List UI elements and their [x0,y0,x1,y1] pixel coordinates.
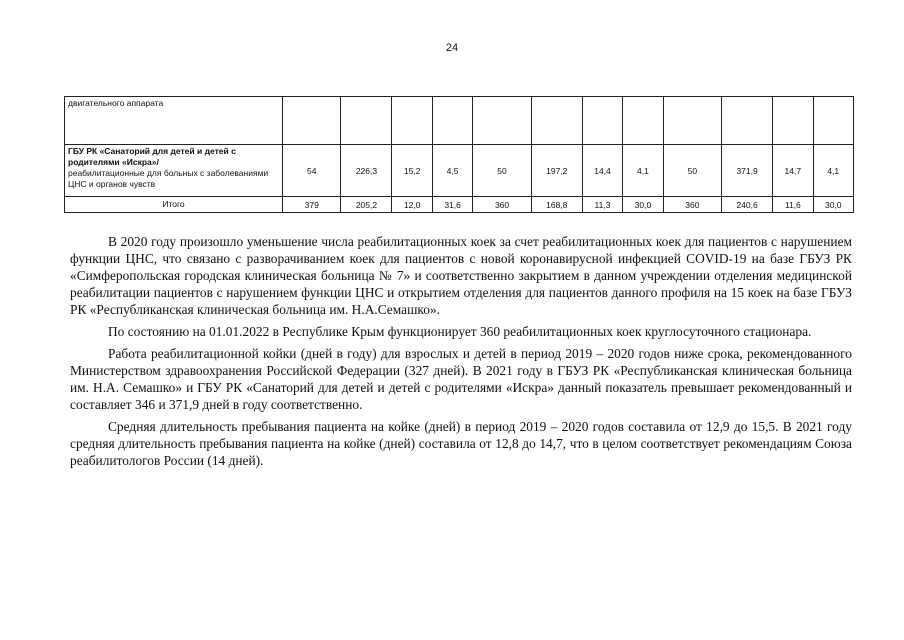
row-label [65,145,283,197]
table-cell: 4,1 [813,145,853,197]
row-label: двигательного аппарата [65,97,283,145]
table-cell: 168,8 [531,197,582,213]
table-cell: 197,2 [531,145,582,197]
table-cell [282,97,340,145]
paragraph: В 2020 году произошло уменьшение числа реабилитационных коек за счет реабилитационных коек для пациентов с нарушением функции ЦНС, что связано с разворачиванием коек для пациентов с новой коронавирусной инфекцией COVID-19 на базе ГБУЗ РК «Симферопольская городская клиническая больница № 7» и соответственно закрытием в данном учреждении отделения медицинской реабилитации пациентов с нарушением функции ЦНС и открытием отделения для пациентов данного профиля на 15 коек на базе ГБУЗ РК «Республиканская клиническая больница им. Н.А.Семашко». [70,234,852,317]
department-profile: реабилитационные для больных с заболеваниями ЦНС и органов чувств [68,168,269,189]
table-cell [531,97,582,145]
table-cell: 226,3 [341,145,392,197]
rehab-beds-table [64,96,854,213]
paragraph: По состоянию на 01.01.2022 в Республике Крым функционирует 360 реабилитационных коек круглосуточного стационара. [108,324,812,339]
table-row [65,97,854,145]
table-cell: 31,6 [432,197,472,213]
table-row [65,145,854,197]
table-cell [623,97,663,145]
table-cell: 379 [282,197,340,213]
paragraph: Работа реабилитационной койки (дней в году) для взрослых и детей в период 2019 – 2020 годов ниже срока, рекомендованного Министерством здравоохранения Российской Федерации (327 дней). В 2021 году в ГБУЗ РК «Республиканская клиническая больница им. Н.А. Семашко» и ГБУ РК «Санаторий для детей и детей с родителями «Искра» данный показатель превышает рекомендованный и составляет 346 и 371,9 дней в году соответственно. [70,346,852,412]
institution-name: ГБУ РК «Санаторий для детей и детей с родителями «Искра»/ [68,146,236,167]
table-row-total [65,197,854,213]
table-cell: 15,2 [392,145,432,197]
table-cell: 14,7 [773,145,813,197]
table-cell: 360 [663,197,721,213]
table-cell [722,97,773,145]
table-cell: 30,0 [813,197,853,213]
table-cell [341,97,392,145]
table-cell: 4,5 [432,145,472,197]
table-cell: 360 [473,197,531,213]
table-cell: 54 [282,145,340,197]
table-cell [473,97,531,145]
table-cell: 11,6 [773,197,813,213]
table-cell: 14,4 [582,145,622,197]
body-text [70,233,852,474]
table-cell: 30,0 [623,197,663,213]
table-cell: 4,1 [623,145,663,197]
table-cell: 12,0 [392,197,432,213]
paragraph: Средняя длительность пребывания пациента на койке (дней) в период 2019 – 2020 годов составила от 12,9 до 15,5. В 2021 году средняя длительность пребывания пациента на койке (дней) составила от 12,8 до 14,7, что в целом соответствует рекомендациям Союза реабилитологов России (14 дней). [70,419,852,468]
table-cell [432,97,472,145]
table-cell [392,97,432,145]
total-label: Итого [65,197,283,213]
table-cell [663,97,721,145]
table-cell: 11,3 [582,197,622,213]
table-cell: 50 [663,145,721,197]
table-cell [813,97,853,145]
table-cell [582,97,622,145]
table-cell [773,97,813,145]
table-cell: 50 [473,145,531,197]
table-cell: 205,2 [341,197,392,213]
page-number: 24 [445,42,459,54]
table-cell: 240,6 [722,197,773,213]
table-cell: 371,9 [722,145,773,197]
